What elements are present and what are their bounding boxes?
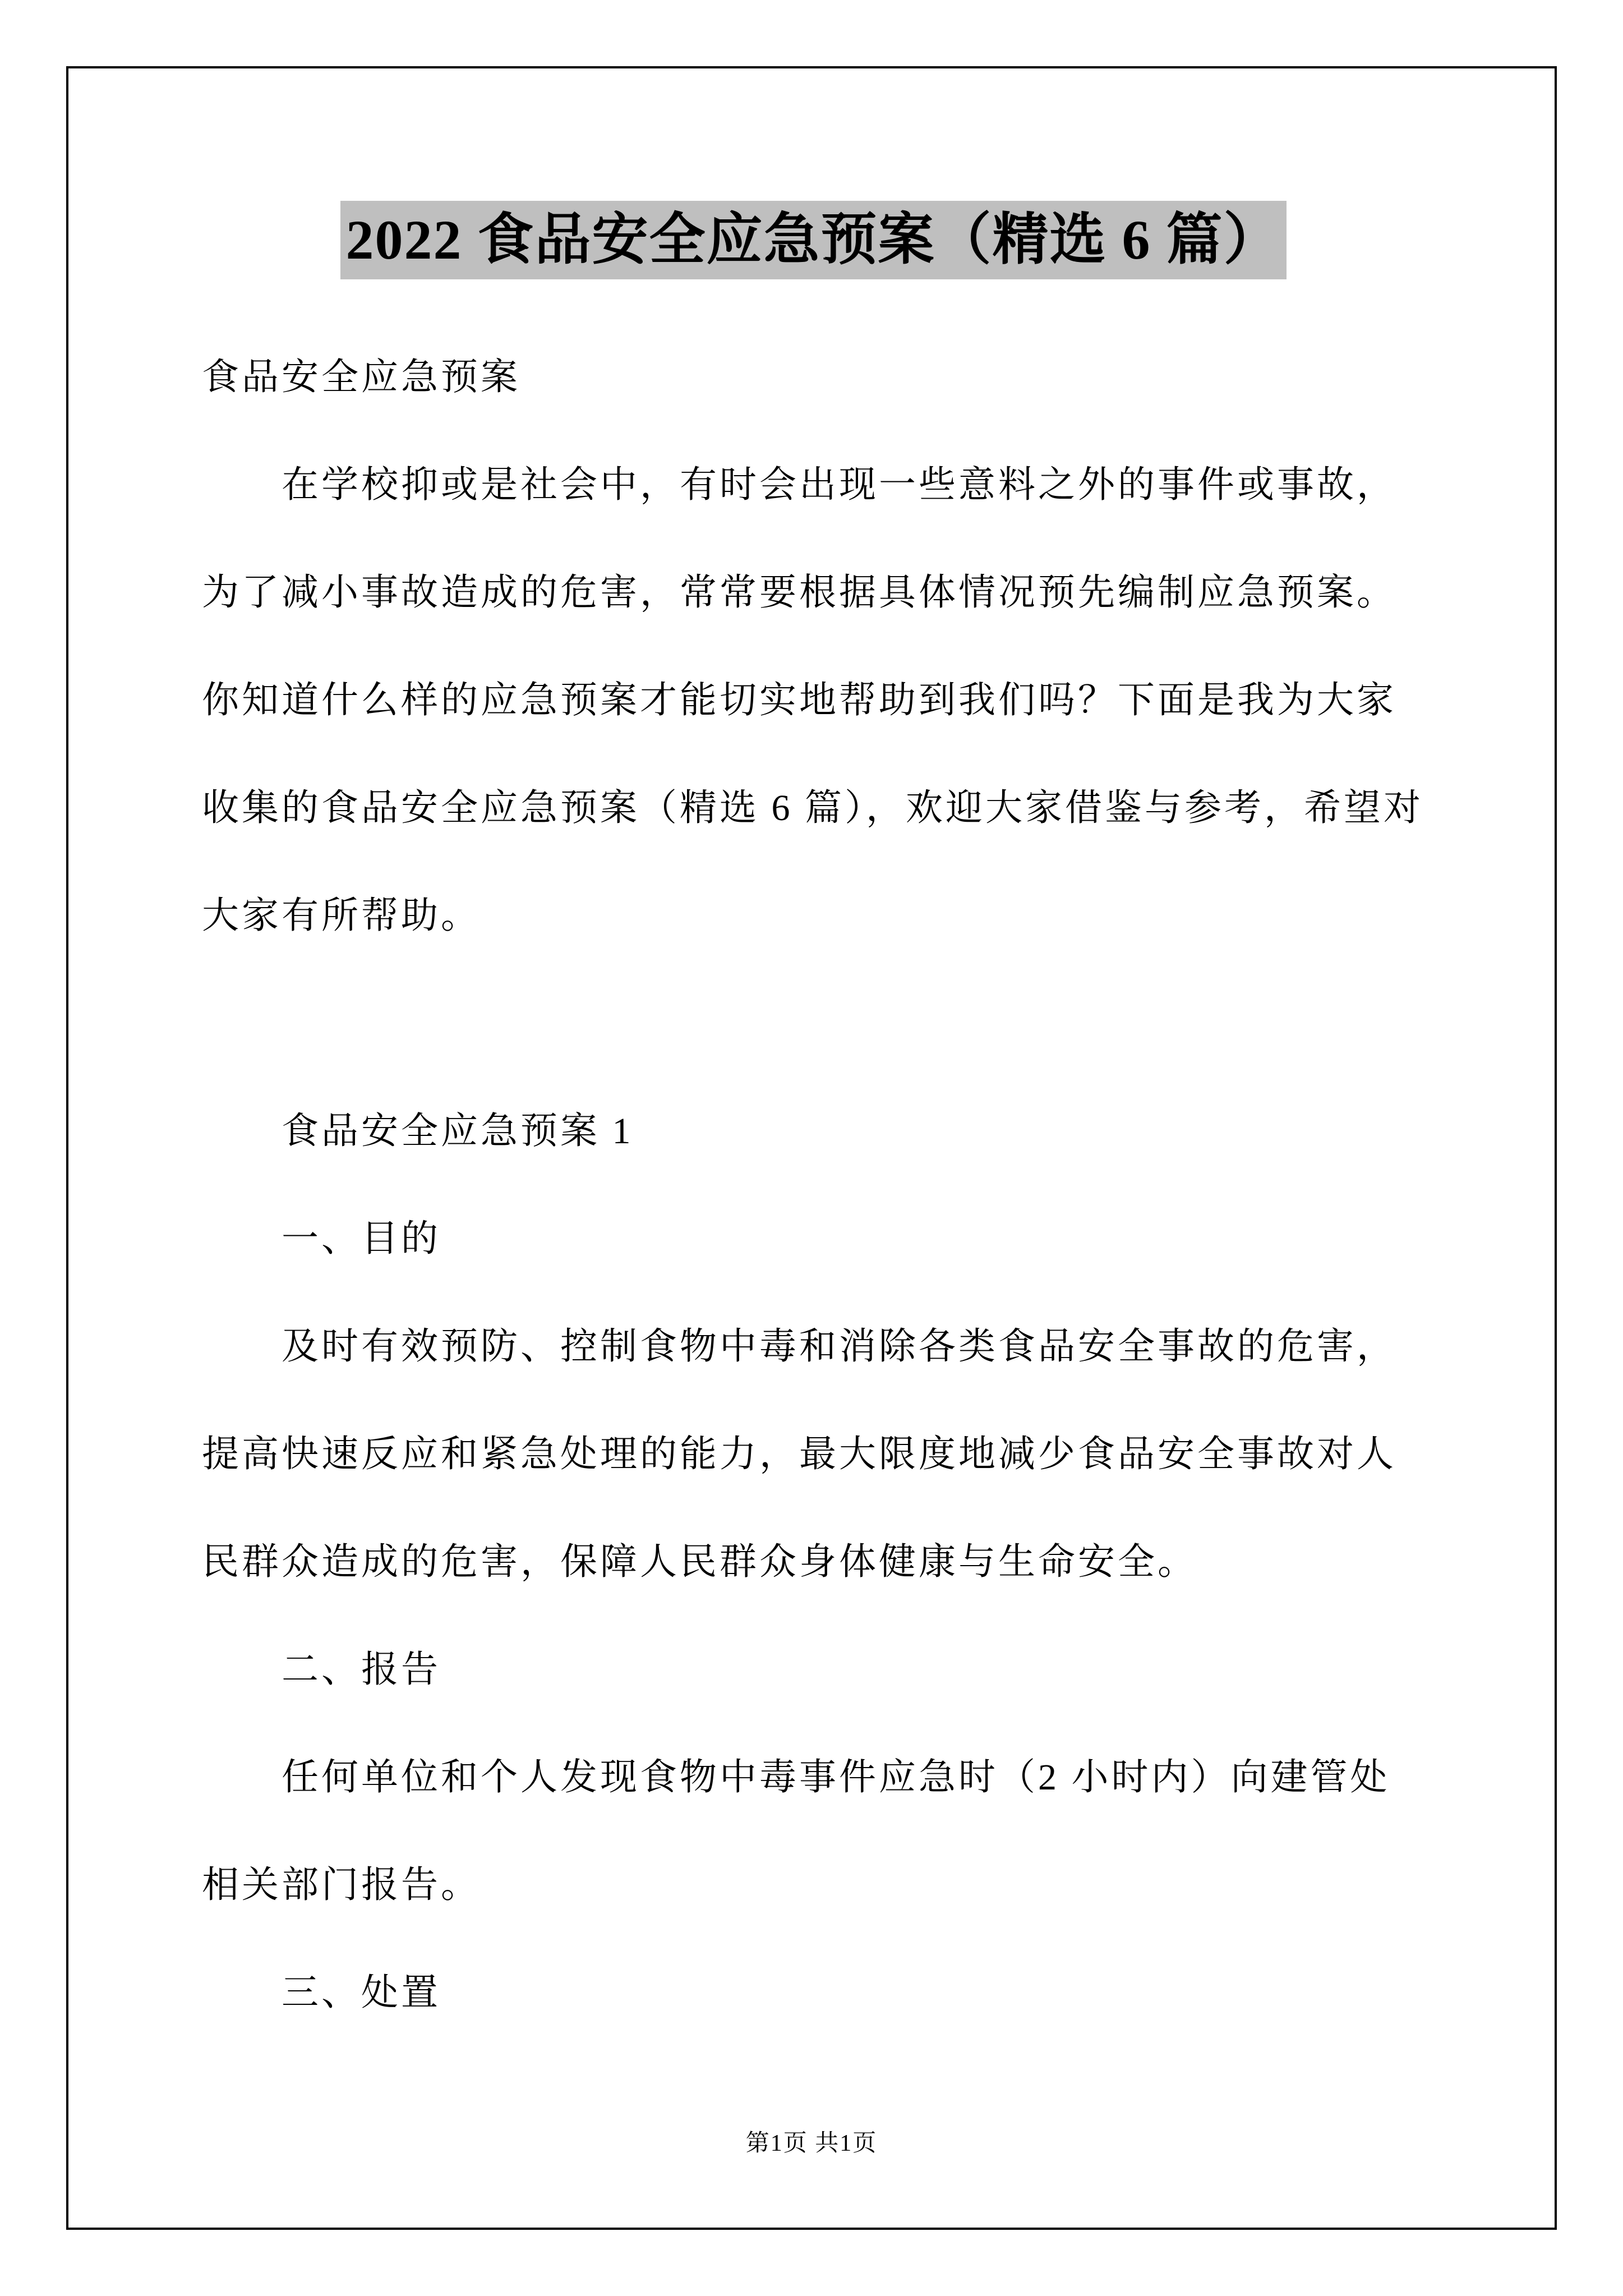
body-lines [202,324,1424,2047]
text-line [202,970,1424,1078]
document-title-highlight: 2022 食品安全应急预案（精选 6 篇） [340,201,1287,279]
text-line: 三、处置 [282,1972,441,2013]
text-line: 食品安全应急预案 1 [282,1111,634,1152]
text-line: 你知道什么样的应急预案才能切实地帮助到我们吗？下面是我为大家 [202,680,1396,721]
text-line: 及时有效预防、控制食物中毒和消除各类食品安全事故的危害， [282,1326,1396,1367]
text-line: 民群众造成的危害，保障人民群众身体健康与生命安全。 [202,1542,1197,1582]
text-line: 提高快速反应和紧急处理的能力，最大限度地减少食品安全事故对人 [202,1434,1396,1475]
text-line: 相关部门报告。 [202,1865,481,1906]
text-line: 一、目的 [282,1218,441,1259]
text-line: 食品安全应急预案 [202,357,520,398]
text-line: 在学校抑或是社会中，有时会出现一些意料之外的事件或事故， [282,464,1396,505]
text-line: 二、报告 [282,1649,441,1690]
text-line: 任何单位和个人发现食物中毒事件应急时（2 小时内）向建管处 [282,1757,1390,1798]
document-content [202,0,1424,2047]
page-footer: 第1页 共1页 [745,2131,878,2156]
document-title [202,201,1424,279]
text-line: 为了减小事故造成的危害，常常要根据具体情况预先编制应急预案。 [202,572,1396,613]
text-line: 收集的食品安全应急预案（精选 6 篇），欢迎大家借鉴与参考，希望对 [202,788,1423,829]
text-line: 大家有所帮助。 [202,895,481,936]
